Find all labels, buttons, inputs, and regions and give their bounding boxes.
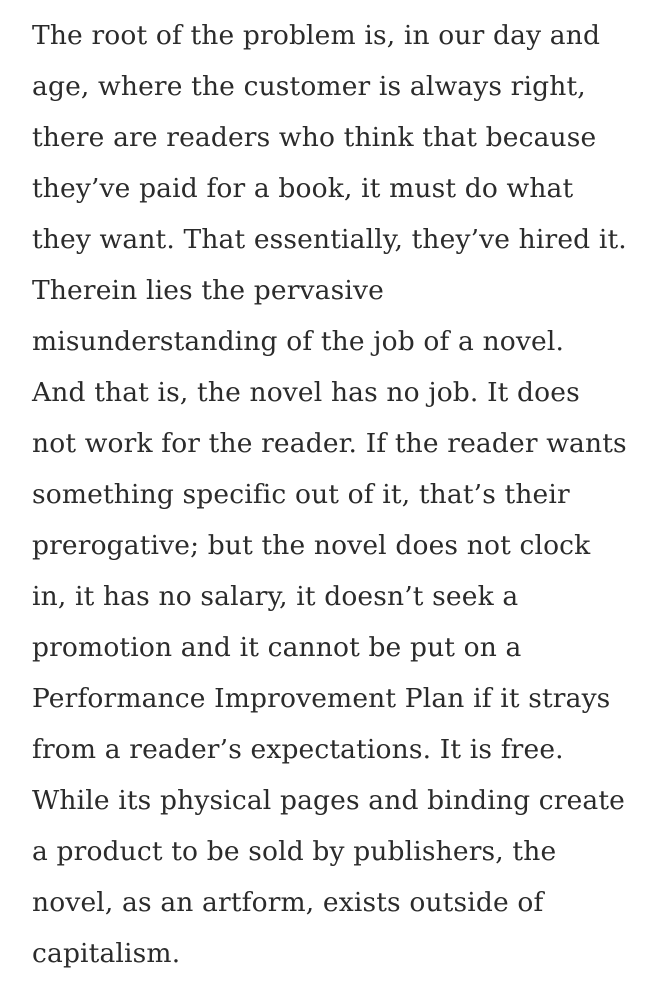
paragraph-line: promotion and it cannot be put on a [32,632,522,663]
paragraph-line: there are readers who think that because [32,122,597,153]
paragraph-line: from a reader’s expectations. It is free. [32,734,564,765]
paragraph-line: misunderstanding of the job of a novel. [32,326,565,357]
paragraph-line: While its physical pages and binding create [32,785,625,816]
paragraph-line: The root of the problem is, in our day and [32,20,601,51]
paragraph-line: something specific out of it, that’s their [32,479,570,510]
body-paragraph [32,10,662,979]
paragraph-line: novel, as an artform, exists outside of [32,887,544,918]
paragraph-line: Therein lies the pervasive [32,275,384,306]
paragraph-line: in, it has no salary, it doesn’t seek a [32,581,519,612]
paragraph-line: prerogative; but the novel does not clock [32,530,591,561]
paragraph-line: a product to be sold by publishers, the [32,836,557,867]
paragraph-line: they want. That essentially, they’ve hired it. [32,224,627,255]
paragraph-line: age, where the customer is always right, [32,71,586,102]
paragraph-line: Performance Improvement Plan if it strays [32,683,611,714]
paragraph-line: they’ve paid for a book, it must do what [32,173,574,204]
paragraph-line: not work for the reader. If the reader wants [32,428,627,459]
paragraph-line: capitalism. [32,938,181,969]
paragraph-line: And that is, the novel has no job. It does [32,377,580,408]
